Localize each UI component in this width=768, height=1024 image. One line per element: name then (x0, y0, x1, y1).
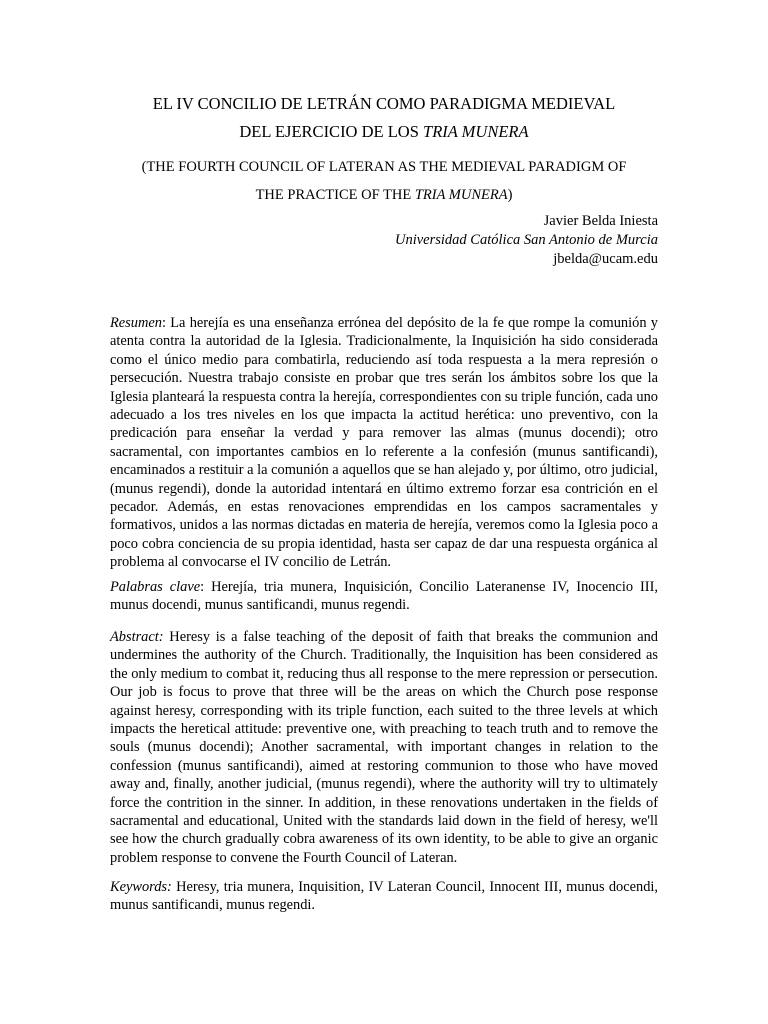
keywords-paragraph (110, 878, 658, 915)
palabras-clave-text: : Herejía, tria munera, Inquisición, Concilio Lateranense IV, Inocencio III, munus docendi, munus santificandi, munus regendi. (110, 579, 658, 614)
subtitle-line-1: (THE FOURTH COUNCIL OF LATERAN AS THE MEDIEVAL PARADIGM OF (141, 159, 627, 175)
subtitle-line-2-text: THE PRACTICE OF THE (255, 187, 415, 203)
subtitle-line-2-close: ) (507, 187, 513, 203)
resumen-label: Resumen (110, 315, 162, 331)
title-line-2-italic: TRIA MUNERA (423, 122, 529, 141)
resumen-text: : La herejía es una enseñanza errónea del depósito de la fe que rompe la comunión y atenta contra la autoridad de la Iglesia. Tradicionalmente, la Inquisición ha sido considerada como el único medio para combatirla, reduciendo así toda respuesta a la mera represión o persecución. Nuestra trabajo consiste en probar que tres serán los ámbitos sobre los que la Iglesia planteará la respuesta contra la herejía, correspondientes con su triple función, cada uno adecuado a los tres niveles en los que impacta la actitud herética: uno preventivo, con la predicación para enseñar la verdad y para remover las almas (munus docendi); otro sacramental, con importantes cambios en lo referente a la confesión (munus santificandi), encaminados a restituir a la comunión a aquellos que se han alejado y, por último, otro judicial, (munus regendi), donde la autoridad intentará en último extremo forzar esa contrición en el pecador. Además, en estas renovaciones emprendidas en los campos sacramentales y formativos, unidos a las normas dictadas en materia de herejía, veremos como la Iglesia poco a poco cobra conciencia de su propia identidad, hasta ser capaz de dar una respuesta orgánica al problema al convocarse el IV concilio de Letrán. (110, 315, 658, 571)
title-line-2-text: DEL EJERCICIO DE LOS (239, 122, 424, 141)
keywords-label: Keywords: (110, 879, 172, 895)
resumen-paragraph (110, 314, 658, 572)
title-line-1: EL IV CONCILIO DE LETRÁN COMO PARADIGMA MEDIEVAL (152, 94, 616, 113)
abstract-paragraph (110, 628, 658, 867)
abstract-label: Abstract: (110, 629, 164, 645)
keywords-text: Heresy, tria munera, Inquisition, IV Lateran Council, Innocent III, munus docendi, munus santificandi, munus regendi. (110, 879, 658, 914)
palabras-clave-label: Palabras clave (110, 579, 201, 595)
author-email[interactable]: jbelda@ucam.edu (553, 251, 658, 267)
subtitle-line-2-italic: TRIA MUNERA (414, 187, 508, 203)
author-affiliation: Universidad Católica San Antonio de Murcia (395, 232, 658, 248)
subtitle-line-2 (90, 186, 678, 204)
title-line-2 (90, 122, 678, 142)
author-name: Javier Belda Iniesta (543, 213, 658, 229)
author-block (395, 212, 658, 269)
palabras-clave-paragraph (110, 578, 658, 615)
abstract-text: Heresy is a false teaching of the deposit of faith that breaks the communion and undermines the authority of the Church. Traditionally, the Inquisition has been considered as the only medium to combat it, reducing thus all response to the mere repression or persecution. Our job is focus to prove that three will be the areas on which the Church pose response against heresy, corresponding with its triple function, each suited to the three levels at which impacts the heretical attitude: preventive one, with preaching to teach truth and to remove the souls (munus docendi); Another sacramental, with important changes in relation to the confession (munus santificandi), aimed at restoring communion to those who have moved away and, finally, another judicial, (munus regendi), where the authority will try to ultimately force the contrition in the sinner. In addition, in these renovations undertaken in the fields of sacramental and educational, United with the standards laid down in the field of heresy, we'll see how the church gradually cobra awareness of its own identity, to be able to give an organic problem response to convene the Fourth Council of Lateran. (110, 629, 658, 866)
